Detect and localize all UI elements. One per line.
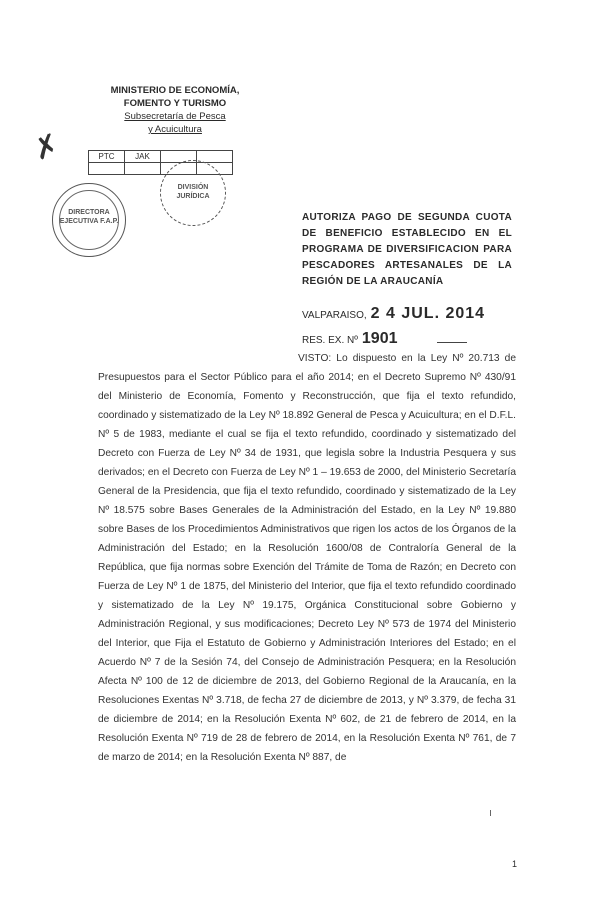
margin-mark — [490, 810, 491, 816]
ministry-line-2: FOMENTO Y TURISMO — [123, 98, 227, 109]
page-number: 1 — [512, 859, 518, 869]
date-label: VALPARAISO, — [302, 310, 367, 321]
resolution-number-line — [302, 330, 467, 348]
ministry-line-1: MINISTERIO DE ECONOMÍA, — [110, 85, 240, 96]
stamp-text: DIVISIÓN JURÍDICA — [176, 184, 210, 200]
signature-line — [437, 342, 467, 343]
date-value: 2 4 JUL. 2014 — [370, 305, 486, 322]
signature-cell — [125, 163, 161, 175]
initials-cell: PTC — [89, 151, 125, 163]
subsecretaria-line-1: Subsecretaría de Pesca — [124, 111, 226, 122]
initials-cell: JAK — [125, 151, 161, 163]
ministry-header — [100, 84, 250, 136]
stamp-text: DIRECTORA EJECUTIVA F.A.P. — [59, 209, 119, 225]
handwritten-check-mark: ✗ — [29, 127, 65, 168]
date-line — [302, 305, 485, 323]
res-number: 1901 — [361, 330, 398, 347]
res-label: RES. EX. Nº — [302, 335, 358, 346]
juridica-stamp — [160, 160, 226, 226]
visto-paragraph: VISTO: Lo dispuesto en la Ley Nº 20.713 de Presupuestos para el Sector Público para el año 2014; en el Decreto Supremo Nº 430/91 del Ministerio de Economía, Fomento y Reconstrucción, que fija el texto refundido, coordinado y sistematizado de la Ley Nº 18.892 General de Pesca y Acuicultura; en el D.F.L. Nº 5 de 1983, mediante el cual se fija el texto refundido, coordinado y sistematizado del Decreto con Fuerza de Ley Nº 34 de 1931, que legisla sobre la Industria Pesquera y sus derivados; en el Decreto con Fuerza de Ley Nº 1 – 19.653 de 2000, del Ministerio Secretaría General de la Presidencia, que fija el texto refundido, coordinado y sistematizado de la Ley Nº 18.575 sobre Bases Generales de la Administración del Estado, en la Ley Nº 19.880 sobre Bases de los Procedimientos Administrativos que rigen los actos de los Órganos de la Administración del Estado; en la Resolución 1600/08 de Contraloría General de la República, que fija normas sobre Exención del Trámite de Toma de Razón; en Decreto con Fuerza de Ley Nº 1 de 1875, del Ministerio del Interior, que fija el texto refundido coordinado y sistematizado de la Ley Nº 19.175, Orgánica Constitucional sobre Gobierno y Administración Regional, y sus modificaciones; Decreto Ley Nº 573 de 1974 del Ministerio del Interior, que Fija el Estatuto de Gobierno y Administración Interiores del Estado; en el Acuerdo Nº 7 de la Sesión 74, del Consejo de Administración Pesquera; en la Resolución Afecta Nº 100 de 12 de diciembre de 2013, del Gobierno Regional de la Araucanía, en la Resoluciones Exentas Nº 3.718, de fecha 27 de diciembre de 2013, y Nº 3.379, de fecha 31 de diciembre de 2014; en la Resolución Exenta Nº 602, de 21 de febrero de 2014, en la Resolución Exenta Nº 719 de 28 de febrero de 2014, en la Resolución Exenta Nº 761, de 7 de marzo de 2014; en la Resolución Exenta Nº 887, de — [98, 353, 516, 763]
signature-cell — [89, 163, 125, 175]
subsecretaria-line-2: y Acuicultura — [148, 124, 202, 135]
director-stamp — [52, 183, 126, 257]
resolution-title: AUTORIZA PAGO DE SEGUNDA CUOTA DE BENEFICIO ESTABLECIDO EN EL PROGRAMA DE DIVERSIFICACION PARA PESCADORES ARTESANALES DE LA REGIÓN DE LA ARAUCANÍA — [302, 212, 512, 287]
